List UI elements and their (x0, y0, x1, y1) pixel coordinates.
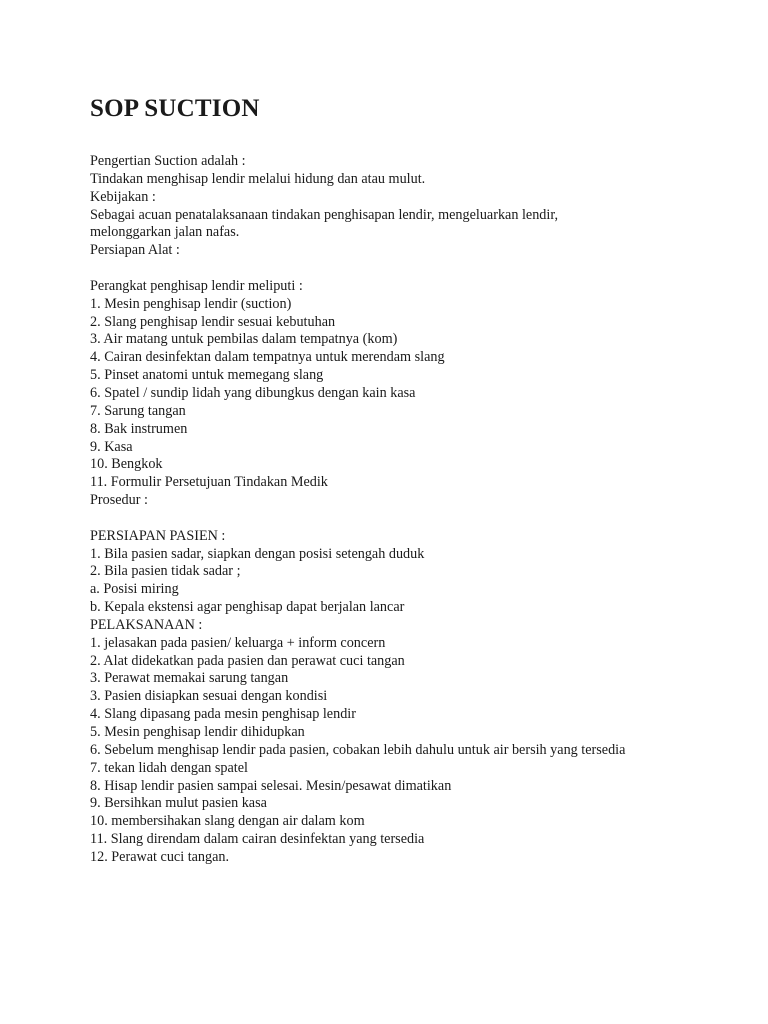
document-body (90, 153, 750, 867)
text-line: b. Kepala ekstensi agar penghisap dapat berjalan lancar (90, 599, 405, 616)
text-line: Tindakan menghisap lendir melalui hidung dan atau mulut. (90, 170, 426, 187)
blank-line (90, 260, 750, 278)
text-line: melonggarkan jalan nafas. (90, 224, 240, 241)
text-line: 7. Sarung tangan (90, 402, 186, 419)
text-line: 2. Bila pasien tidak sadar ; (90, 563, 241, 580)
document-page (90, 92, 750, 867)
text-line: 9. Kasa (90, 438, 133, 455)
text-line: Pengertian Suction adalah : (90, 153, 246, 169)
text-line: PELAKSANAAN : (90, 616, 203, 633)
text-line: 10. membersihakan slang dengan air dalam kom (90, 813, 365, 830)
text-line: 1. Mesin penghisap lendir (suction) (90, 295, 292, 312)
text-line: 5. Pinset anatomi untuk memegang slang (90, 367, 324, 384)
text-line: Sebagai acuan penatalaksanaan tindakan penghisapan lendir, mengeluarkan lendir, (90, 206, 559, 223)
text-line: 11. Formulir Persetujuan Tindakan Medik (90, 474, 328, 491)
text-line: 11. Slang direndam dalam cairan desinfektan yang tersedia (90, 831, 425, 848)
text-line: 4. Slang dipasang pada mesin penghisap lendir (90, 706, 356, 723)
text-line: 1. Bila pasien sadar, siapkan dengan posisi setengah duduk (90, 545, 425, 562)
text-line: 2. Alat didekatkan pada pasien dan perawat cuci tangan (90, 652, 405, 669)
text-line: 4. Cairan desinfektan dalam tempatnya untuk merendam slang (90, 349, 445, 366)
text-line: 10. Bengkok (90, 456, 163, 473)
text-line: 3. Perawat memakai sarung tangan (90, 670, 289, 687)
text-line: Kebijakan : (90, 188, 156, 205)
text-line: 6. Spatel / sundip lidah yang dibungkus dengan kain kasa (90, 384, 416, 401)
text-line: 3. Air matang untuk pembilas dalam tempatnya (kom) (90, 331, 398, 348)
blank-line (90, 510, 750, 528)
text-line: 12. Perawat cuci tangan. (90, 848, 230, 865)
document-title: SOP SUCTION (90, 95, 260, 122)
text-line: 6. Sebelum menghisap lendir pada pasien, cobakan lebih dahulu untuk air bersih yang tersedia (90, 741, 626, 758)
text-line: 9. Bersihkan mulut pasien kasa (90, 795, 267, 812)
text-line: 7. tekan lidah dengan spatel (90, 759, 248, 776)
text-line: Perangkat penghisap lendir meliputi : (90, 277, 303, 294)
text-line: 8. Hisap lendir pasien sampai selesai. Mesin/pesawat dimatikan (90, 777, 452, 794)
text-line: 5. Mesin penghisap lendir dihidupkan (90, 724, 305, 740)
text-line: Persiapan Alat : (90, 242, 180, 259)
text-line: PERSIAPAN PASIEN : (90, 527, 226, 544)
text-line: Prosedur : (90, 492, 148, 509)
text-line: 1. jelasakan pada pasien/ keluarga + inform concern (90, 634, 386, 651)
text-line: 2. Slang penghisap lendir sesuai kebutuhan (90, 313, 336, 330)
text-line: a. Posisi miring (90, 581, 179, 598)
text-line: 8. Bak instrumen (90, 420, 188, 437)
text-line: 3. Pasien disiapkan sesuai dengan kondisi (90, 688, 328, 705)
